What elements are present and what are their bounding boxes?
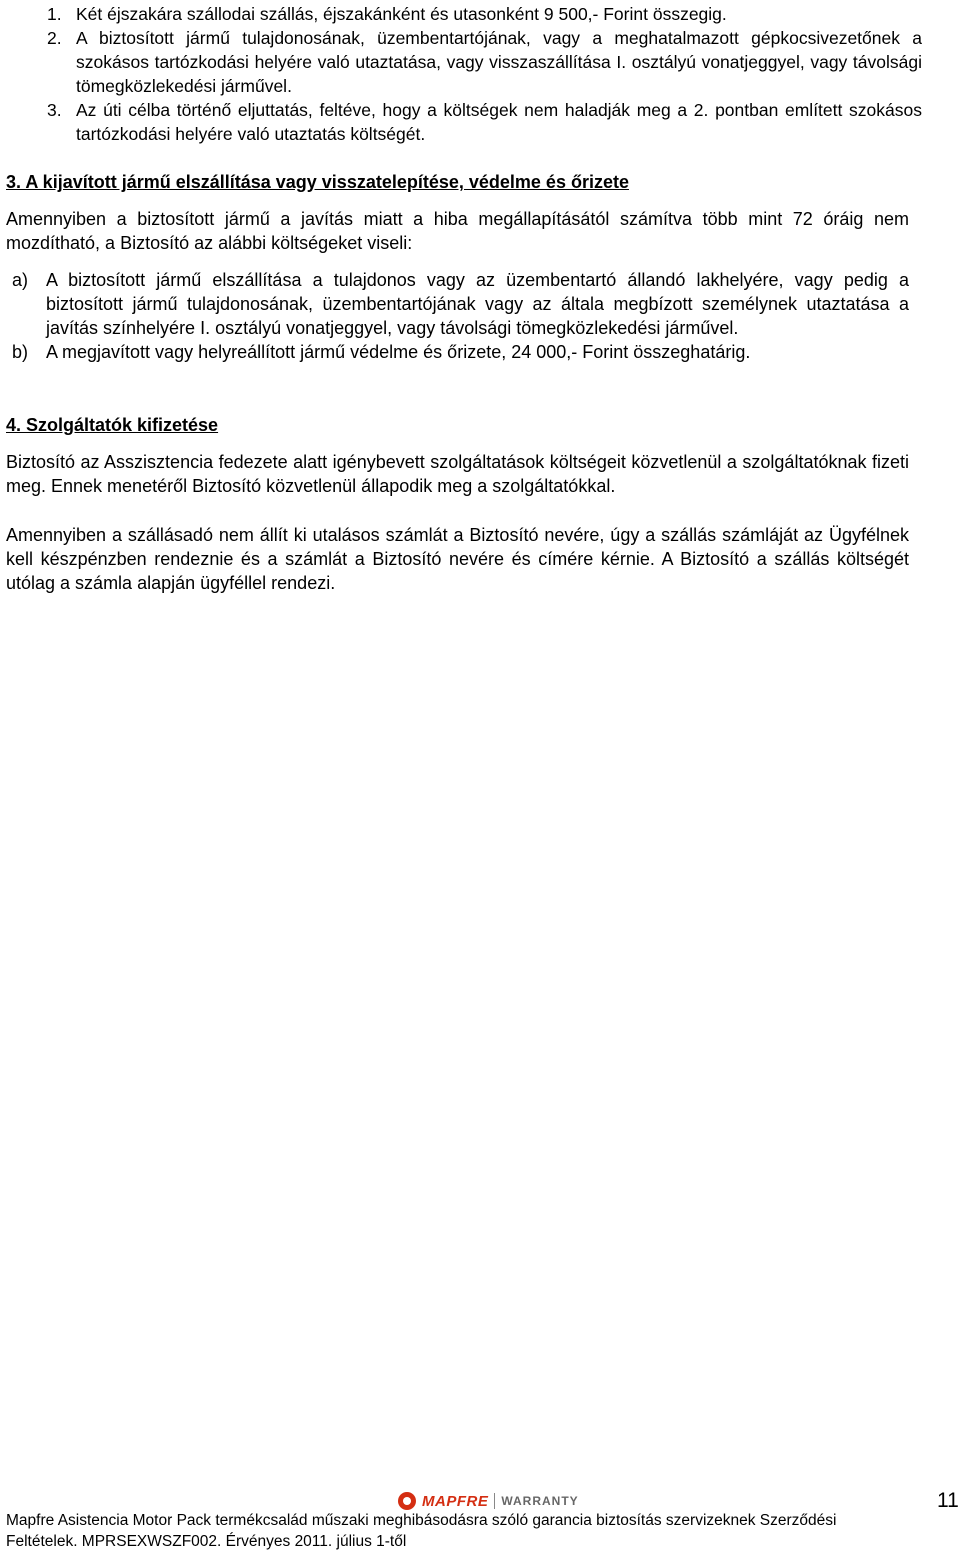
list-item-number: 1. xyxy=(47,4,62,24)
footer-line-2: Feltételek. MPRSEXWSZF002. Érvényes 2011. július 1-től xyxy=(6,1533,407,1550)
list-item xyxy=(0,98,960,146)
list-item xyxy=(0,26,960,98)
lettered-list xyxy=(6,268,909,364)
list-item-text: A biztosított jármű tulajdonosának, üzembentartójának, vagy a meghatalmazott gépkocsivezetőnek a szokásos tartózkodási helyére való utaztatása, vagy visszaszállítása I. osztályú vonatjeggyel, vagy távolsági tömegközlekedési járművel. xyxy=(76,28,922,96)
list-item-text: Két éjszakára szállodai szállás, éjszakánként és utasonként 9 500,- Forint összegig. xyxy=(76,4,727,24)
lettered-item-mark: b) xyxy=(12,342,29,362)
footer-logo xyxy=(398,1491,579,1511)
lettered-item-text: A megjavított vagy helyreállított jármű védelme és őrizete, 24 000,- Forint összeghatárig. xyxy=(46,342,751,362)
mapfre-emblem-icon xyxy=(398,1492,416,1510)
page-number: 11 xyxy=(937,1489,959,1512)
list-item-text: Az úti célba történő eljuttatás, feltéve, hogy a költségek nem haladják meg a 2. pontban említett szokásos tartózkodási helyére való utaztatás költségét. xyxy=(76,100,922,144)
list-item-number: 3. xyxy=(47,100,62,120)
lettered-item-mark: a) xyxy=(12,270,29,290)
logo-subtitle: WARRANTY xyxy=(501,1494,579,1508)
list-item xyxy=(0,2,960,26)
logo-divider xyxy=(494,1493,495,1509)
section-3-heading: 3. A kijavított jármű elszállítása vagy visszatelepítése, védelme és őrizete xyxy=(6,172,629,192)
lettered-item xyxy=(6,268,909,340)
list-item-number: 2. xyxy=(47,28,62,48)
logo-brand: MAPFRE xyxy=(422,1492,489,1510)
footer-text xyxy=(6,1510,926,1552)
numbered-list xyxy=(0,2,960,146)
section-4-paragraph-2: Amennyiben a szállásadó nem állít ki utalásos számlát a Biztosító nevére, úgy a szállás számláját az Ügyfélnek kell készpénzben rendeznie és a számlát a Biztosító nevére és címére kérnie. A Biztosító a szállás költségét utólag a számla alapján ügyféllel rendezi. xyxy=(6,525,909,593)
lettered-item xyxy=(6,340,909,364)
section-4-paragraph-1: Biztosító az Asszisztencia fedezete alatt igénybevett szolgáltatások költségeit közvetlenül a szolgáltatóknak fizeti meg. Ennek menetéről Biztosító közvetlenül állapodik meg a szolgáltatókkal. xyxy=(6,452,909,496)
footer-line-1: Mapfre Asistencia Motor Pack termékcsalád műszaki meghibásodásra szóló garancia biztosítás szervizeknek Szerződési xyxy=(6,1512,837,1529)
section-3-intro: Amennyiben a biztosított jármű a javítás miatt a hiba megállapításától számítva több mint 72 óráig nem mozdítható, a Biztosító az alábbi költségeket viseli: xyxy=(6,209,909,253)
section-4-heading: 4. Szolgáltatók kifizetése xyxy=(6,415,219,435)
lettered-item-text: A biztosított jármű elszállítása a tulajdonos vagy az üzembentartó állandó lakhelyére, vagy pedig a biztosított jármű tulajdonosának, üzembentartójának vagy az általa megbízott személynek utaztatása a javítás színhelyére I. osztályú vonatjeggyel, vagy távolsági tömegközlekedési járművel. xyxy=(46,270,909,338)
